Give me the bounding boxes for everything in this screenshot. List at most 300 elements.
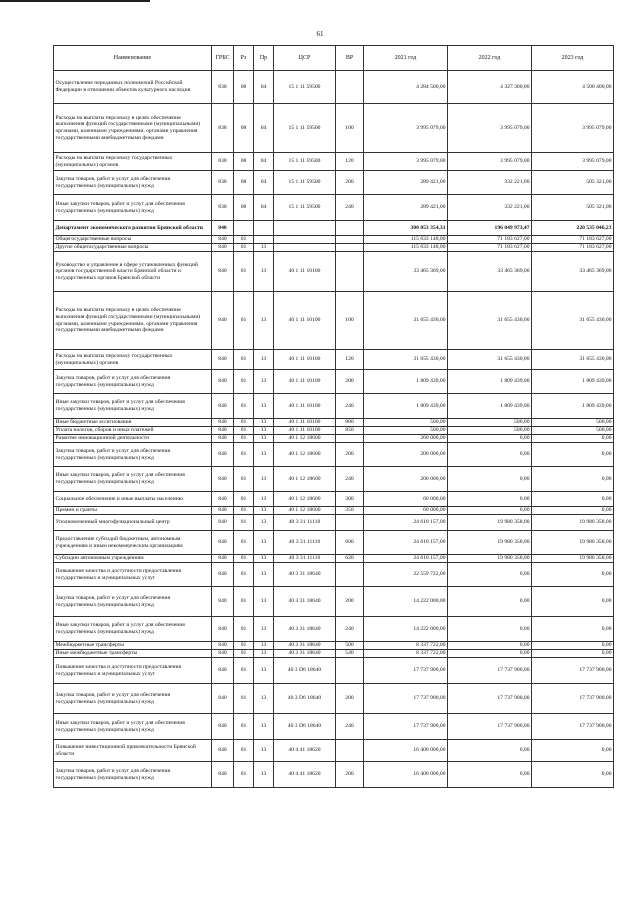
- cell-csr: 40 3 D6 18640: [274, 658, 336, 684]
- cell-2022: 0,00: [448, 642, 532, 650]
- cell-2023: 0,00: [532, 650, 614, 658]
- cell-2021: 500,00: [364, 419, 448, 427]
- cell-2021: 200 000,00: [364, 443, 448, 467]
- cell-csr: 40 3 D6 18640: [274, 714, 336, 740]
- cell-rz: 01: [234, 740, 254, 762]
- cell-name: Уполномоченный многофункциональный центр: [54, 515, 212, 531]
- cell-grbs: 840: [212, 714, 234, 740]
- cell-2022: 31 655 430,00: [448, 292, 532, 350]
- cell-vr: 240: [336, 394, 364, 419]
- cell-2023: 1 809 439,00: [532, 370, 614, 394]
- cell-rz: 01: [234, 617, 254, 642]
- cell-name: Расходы на выплаты персоналу в целях обеспечения выполнения функций государственными (муниципальными) органами, казенными учреждениями, органами управления государственными внебюджетными фондами: [54, 292, 212, 350]
- cell-2023: 17 737 900,00: [532, 658, 614, 684]
- cell-rz: 01: [234, 658, 254, 684]
- table-row: [54, 419, 614, 427]
- cell-2023: 0,00: [532, 642, 614, 650]
- cell-name: Межбюджетные трансферты: [54, 642, 212, 650]
- cell-2021: 17 737 900,00: [364, 714, 448, 740]
- cell-name: Иные бюджетные ассигнования: [54, 419, 212, 427]
- cell-csr: [274, 244, 336, 252]
- cell-2021: 115 033 148,00: [364, 236, 448, 244]
- cell-vr: [336, 740, 364, 762]
- cell-csr: [274, 221, 336, 236]
- cell-grbs: 840: [212, 762, 234, 788]
- cell-pr: [254, 221, 274, 236]
- cell-pr: 13: [254, 515, 274, 531]
- cell-name: Закупка товаров, работ и услуг для обеспечения государственных (муниципальных) нужд: [54, 171, 212, 195]
- cell-name: Общегосударственные вопросы: [54, 236, 212, 244]
- table-row: [54, 153, 614, 171]
- cell-rz: 08: [234, 195, 254, 221]
- budget-table: [53, 45, 614, 788]
- cell-2021: 24 610 157,00: [364, 531, 448, 555]
- cell-grbs: 840: [212, 419, 234, 427]
- cell-csr: 15 1 11 59500: [274, 195, 336, 221]
- cell-rz: 08: [234, 104, 254, 153]
- cell-vr: 240: [336, 714, 364, 740]
- cell-vr: [336, 221, 364, 236]
- cell-rz: 08: [234, 71, 254, 104]
- cell-2021: 17 737 900,00: [364, 658, 448, 684]
- cell-pr: 13: [254, 762, 274, 788]
- cell-csr: 40 4 41 18620: [274, 762, 336, 788]
- cell-pr: 13: [254, 252, 274, 292]
- cell-2022: 1 809 439,00: [448, 370, 532, 394]
- cell-2021: 115 033 148,00: [364, 244, 448, 252]
- cell-grbs: 840: [212, 467, 234, 492]
- cell-2021: 289 421,00: [364, 171, 448, 195]
- cell-rz: 01: [234, 515, 254, 531]
- table-row: [54, 350, 614, 370]
- cell-vr: 100: [336, 292, 364, 350]
- table-row: [54, 370, 614, 394]
- cell-2021: 3 995 079,00: [364, 104, 448, 153]
- cell-grbs: 840: [212, 492, 234, 507]
- cell-2022: 17 737 900,00: [448, 658, 532, 684]
- cell-2023: 220 535 046,23: [532, 221, 614, 236]
- table-row: [54, 236, 614, 244]
- cell-name: Иные закупки товаров, работ и услуг для обеспечения государственных (муниципальных) нужд: [54, 394, 212, 419]
- cell-2023: 17 737 900,00: [532, 714, 614, 740]
- cell-2023: 19 980 358,00: [532, 531, 614, 555]
- cell-2021: 14 222 000,00: [364, 587, 448, 617]
- cell-csr: 40 1 12 18600: [274, 507, 336, 515]
- cell-2023: 71 183 627,00: [532, 244, 614, 252]
- table-row: [54, 555, 614, 563]
- cell-name: Премии и гранты: [54, 507, 212, 515]
- cell-2023: 0,00: [532, 435, 614, 443]
- cell-name: Расходы на выплаты персоналу в целях обеспечения выполнения функций государственными (муниципальными) органами, казенными учреждениями, органами управления государственными внебюджетными фондами: [54, 104, 212, 153]
- cell-2022: 4 327 300,00: [448, 71, 532, 104]
- cell-vr: 120: [336, 153, 364, 171]
- cell-rz: 01: [234, 684, 254, 714]
- cell-2023: 4 500 400,00: [532, 71, 614, 104]
- table-row: [54, 195, 614, 221]
- cell-2023: 17 737 900,00: [532, 684, 614, 714]
- cell-2021: 4 284 500,00: [364, 71, 448, 104]
- cell-csr: 15 1 11 59500: [274, 71, 336, 104]
- cell-grbs: 840: [212, 642, 234, 650]
- cell-rz: 01: [234, 236, 254, 244]
- cell-2022: 0,00: [448, 617, 532, 642]
- cell-csr: 40 1 11 10100: [274, 350, 336, 370]
- cell-pr: 13: [254, 507, 274, 515]
- table-row: [54, 658, 614, 684]
- cell-grbs: 840: [212, 531, 234, 555]
- cell-2022: 3 995 079,00: [448, 104, 532, 153]
- cell-grbs: 840: [212, 427, 234, 435]
- cell-2021: 500,00: [364, 427, 448, 435]
- cell-2022: 500,00: [448, 419, 532, 427]
- cell-2021: 14 222 000,00: [364, 617, 448, 642]
- table-row: [54, 492, 614, 507]
- cell-pr: 13: [254, 684, 274, 714]
- cell-2023: 33 465 369,00: [532, 252, 614, 292]
- cell-grbs: 840: [212, 507, 234, 515]
- cell-2022: 0,00: [448, 435, 532, 443]
- cell-2021: 8 337 722,00: [364, 642, 448, 650]
- cell-vr: 200: [336, 684, 364, 714]
- cell-pr: 04: [254, 171, 274, 195]
- cell-name: Иные закупки товаров, работ и услуг для обеспечения государственных (муниципальных) нужд: [54, 617, 212, 642]
- col-header-vr: ВР: [336, 46, 364, 71]
- col-header-pr: Пр: [254, 46, 274, 71]
- table-row: [54, 244, 614, 252]
- cell-2023: 505 321,00: [532, 195, 614, 221]
- cell-rz: 01: [234, 244, 254, 252]
- cell-2021: 3 995 079,00: [364, 153, 448, 171]
- cell-csr: 40 1 11 10100: [274, 370, 336, 394]
- cell-grbs: 840: [212, 292, 234, 350]
- table-row: [54, 650, 614, 658]
- cell-2021: 24 610 157,00: [364, 515, 448, 531]
- cell-vr: 120: [336, 350, 364, 370]
- cell-name: Повышение качества и доступности предоставления государственных и муниципальных услуг: [54, 658, 212, 684]
- cell-2021: 8 337 722,00: [364, 650, 448, 658]
- cell-2023: 3 995 079,00: [532, 104, 614, 153]
- cell-grbs: 840: [212, 563, 234, 587]
- cell-vr: 800: [336, 419, 364, 427]
- cell-csr: 15 1 11 59500: [274, 153, 336, 171]
- cell-vr: 240: [336, 467, 364, 492]
- cell-2022: 33 465 369,00: [448, 252, 532, 292]
- cell-grbs: 840: [212, 740, 234, 762]
- table-row: [54, 443, 614, 467]
- cell-2022: 500,00: [448, 427, 532, 435]
- cell-pr: 13: [254, 467, 274, 492]
- cell-rz: 01: [234, 394, 254, 419]
- cell-csr: 40 3 31 11110: [274, 515, 336, 531]
- cell-vr: [336, 236, 364, 244]
- cell-name: Закупка товаров, работ и услуг для обеспечения государственных (муниципальных) нужд: [54, 370, 212, 394]
- cell-name: Закупка товаров, работ и услуг для обеспечения государственных (муниципальных) нужд: [54, 684, 212, 714]
- cell-grbs: 840: [212, 658, 234, 684]
- cell-vr: 200: [336, 587, 364, 617]
- cell-name: Уплата налогов, сборов и иных платежей: [54, 427, 212, 435]
- cell-csr: 40 3 31 11110: [274, 531, 336, 555]
- top-edge-line: [0, 0, 150, 2]
- cell-grbs: 840: [212, 650, 234, 658]
- cell-name: Расходы на выплаты персоналу государственных (муниципальных) органов: [54, 153, 212, 171]
- cell-grbs: 840: [212, 221, 234, 236]
- cell-name: Закупка товаров, работ и услуг для обеспечения государственных (муниципальных) нужд: [54, 762, 212, 788]
- cell-2021: 31 655 430,00: [364, 350, 448, 370]
- cell-csr: 40 1 12 18600: [274, 435, 336, 443]
- cell-vr: 350: [336, 507, 364, 515]
- cell-2022: 19 980 358,00: [448, 515, 532, 531]
- cell-2023: 0,00: [532, 467, 614, 492]
- cell-rz: 01: [234, 419, 254, 427]
- cell-rz: 01: [234, 350, 254, 370]
- cell-2023: 0,00: [532, 443, 614, 467]
- cell-2023: 500,00: [532, 427, 614, 435]
- cell-name: Субсидии автономным учреждениям: [54, 555, 212, 563]
- cell-pr: 13: [254, 350, 274, 370]
- table-row: [54, 435, 614, 443]
- table-header-row: [54, 46, 614, 71]
- cell-2021: 17 737 900,00: [364, 684, 448, 714]
- cell-pr: 13: [254, 292, 274, 350]
- cell-grbs: 840: [212, 394, 234, 419]
- cell-2022: 19 980 358,00: [448, 531, 532, 555]
- cell-grbs: 840: [212, 617, 234, 642]
- cell-grbs: 838: [212, 153, 234, 171]
- cell-vr: 200: [336, 171, 364, 195]
- cell-grbs: 840: [212, 684, 234, 714]
- cell-rz: 08: [234, 171, 254, 195]
- cell-vr: 500: [336, 642, 364, 650]
- cell-pr: 13: [254, 435, 274, 443]
- cell-2022: 0,00: [448, 762, 532, 788]
- cell-vr: [336, 515, 364, 531]
- cell-2022: 0,00: [448, 467, 532, 492]
- cell-rz: 01: [234, 252, 254, 292]
- table-row: [54, 394, 614, 419]
- cell-2021: 16 400 000,00: [364, 740, 448, 762]
- cell-2021: 60 000,00: [364, 507, 448, 515]
- cell-rz: 01: [234, 563, 254, 587]
- cell-2022: 17 737 900,00: [448, 684, 532, 714]
- cell-2022: 71 183 627,00: [448, 236, 532, 244]
- cell-2023: 71 183 627,00: [532, 236, 614, 244]
- cell-pr: 13: [254, 531, 274, 555]
- cell-grbs: 840: [212, 443, 234, 467]
- col-header-2023: 2023 год: [532, 46, 614, 71]
- cell-pr: 13: [254, 714, 274, 740]
- cell-grbs: 840: [212, 515, 234, 531]
- cell-csr: 40 1 11 10100: [274, 427, 336, 435]
- cell-name: Другие общегосударственные вопросы: [54, 244, 212, 252]
- table-row: [54, 427, 614, 435]
- cell-pr: 13: [254, 370, 274, 394]
- cell-rz: 01: [234, 507, 254, 515]
- cell-csr: 40 1 12 18600: [274, 467, 336, 492]
- cell-vr: [336, 435, 364, 443]
- cell-vr: 200: [336, 443, 364, 467]
- cell-name: Иные межбюджетные трансферты: [54, 650, 212, 658]
- table-body: [54, 71, 614, 788]
- cell-pr: 13: [254, 587, 274, 617]
- cell-pr: 13: [254, 555, 274, 563]
- cell-2021: 24 610 157,00: [364, 555, 448, 563]
- cell-2022: 0,00: [448, 492, 532, 507]
- cell-2021: 300 053 354,31: [364, 221, 448, 236]
- cell-csr: 40 1 12 18600: [274, 443, 336, 467]
- table-row: [54, 684, 614, 714]
- cell-vr: 300: [336, 492, 364, 507]
- cell-2021: 22 559 722,00: [364, 563, 448, 587]
- cell-name: Повышение качества и доступности предоставления государственных и муниципальных услуг: [54, 563, 212, 587]
- cell-name: Закупка товаров, работ и услуг для обеспечения государственных (муниципальных) нужд: [54, 587, 212, 617]
- cell-2021: 200 000,00: [364, 467, 448, 492]
- table-row: [54, 531, 614, 555]
- cell-name: Руководство и управление в сфере установленных функций органов государственной власти Брянской области и государственных органов Брянской области: [54, 252, 212, 292]
- cell-csr: 15 1 11 59500: [274, 104, 336, 153]
- cell-pr: [254, 236, 274, 244]
- cell-vr: 200: [336, 762, 364, 788]
- cell-grbs: 840: [212, 555, 234, 563]
- cell-name: Департамент экономического развития Брянской области: [54, 221, 212, 236]
- cell-vr: 240: [336, 195, 364, 221]
- cell-2022: 0,00: [448, 507, 532, 515]
- table-row: [54, 171, 614, 195]
- cell-2022: 0,00: [448, 443, 532, 467]
- table-row: [54, 292, 614, 350]
- cell-rz: 01: [234, 443, 254, 467]
- cell-pr: 04: [254, 71, 274, 104]
- col-header-csr: ЦСР: [274, 46, 336, 71]
- cell-2023: 1 809 439,00: [532, 394, 614, 419]
- cell-rz: 01: [234, 370, 254, 394]
- table-row: [54, 515, 614, 531]
- cell-rz: 01: [234, 762, 254, 788]
- page-number: 61: [316, 30, 324, 38]
- cell-rz: 01: [234, 427, 254, 435]
- cell-csr: 40 3 31 11110: [274, 555, 336, 563]
- table-row: [54, 563, 614, 587]
- cell-vr: 600: [336, 531, 364, 555]
- cell-2021: 1 809 439,00: [364, 394, 448, 419]
- cell-vr: [336, 71, 364, 104]
- cell-name: Расходы на выплаты персоналу государственных (муниципальных) органов: [54, 350, 212, 370]
- cell-pr: 13: [254, 492, 274, 507]
- cell-rz: 01: [234, 714, 254, 740]
- cell-rz: 01: [234, 650, 254, 658]
- cell-vr: 240: [336, 617, 364, 642]
- cell-grbs: 838: [212, 195, 234, 221]
- cell-name: Иные закупки товаров, работ и услуг для обеспечения государственных (муниципальных) нужд: [54, 467, 212, 492]
- cell-vr: 200: [336, 370, 364, 394]
- table-row: [54, 714, 614, 740]
- cell-grbs: 838: [212, 171, 234, 195]
- cell-2022: 3 995 079,00: [448, 153, 532, 171]
- cell-2021: 1 809 439,00: [364, 370, 448, 394]
- cell-csr: 40 3 31 18640: [274, 587, 336, 617]
- cell-2023: 505 321,00: [532, 171, 614, 195]
- cell-2022: 19 980 358,00: [448, 555, 532, 563]
- cell-vr: 100: [336, 104, 364, 153]
- cell-2022: 17 737 900,00: [448, 714, 532, 740]
- cell-vr: [336, 563, 364, 587]
- cell-csr: 40 3 31 18640: [274, 650, 336, 658]
- cell-name: Осуществление переданных полномочий Российской Федерации в отношении объектов культурного наследия: [54, 71, 212, 104]
- cell-csr: 40 3 31 18640: [274, 617, 336, 642]
- cell-rz: [234, 221, 254, 236]
- cell-pr: 13: [254, 617, 274, 642]
- cell-pr: 13: [254, 740, 274, 762]
- cell-name: Закупка товаров, работ и услуг для обеспечения государственных (муниципальных) нужд: [54, 443, 212, 467]
- cell-rz: 01: [234, 555, 254, 563]
- cell-2022: 196 049 973,47: [448, 221, 532, 236]
- cell-2023: 31 655 430,00: [532, 350, 614, 370]
- cell-2023: 0,00: [532, 507, 614, 515]
- col-header-rz: Рз: [234, 46, 254, 71]
- cell-vr: [336, 658, 364, 684]
- cell-rz: 01: [234, 531, 254, 555]
- cell-pr: 13: [254, 394, 274, 419]
- cell-grbs: 838: [212, 104, 234, 153]
- cell-grbs: 840: [212, 435, 234, 443]
- cell-csr: 40 1 11 10100: [274, 252, 336, 292]
- cell-2021: 16 400 000,00: [364, 762, 448, 788]
- cell-name: Повышение инвестиционной привлекательности Брянской области: [54, 740, 212, 762]
- cell-2023: 0,00: [532, 492, 614, 507]
- cell-grbs: 838: [212, 71, 234, 104]
- cell-rz: 01: [234, 492, 254, 507]
- table-row: [54, 507, 614, 515]
- cell-2022: 0,00: [448, 650, 532, 658]
- cell-csr: 40 3 31 18640: [274, 563, 336, 587]
- cell-csr: 40 3 D6 18640: [274, 684, 336, 714]
- cell-2023: 19 980 358,00: [532, 555, 614, 563]
- cell-pr: 13: [254, 650, 274, 658]
- cell-2023: 0,00: [532, 762, 614, 788]
- cell-rz: 01: [234, 587, 254, 617]
- col-header-grbs: ГРБС: [212, 46, 234, 71]
- cell-name: Иные закупки товаров, работ и услуг для обеспечения государственных (муниципальных) нужд: [54, 714, 212, 740]
- table-row: [54, 740, 614, 762]
- table-row: [54, 642, 614, 650]
- cell-2023: 19 980 358,00: [532, 515, 614, 531]
- cell-pr: 13: [254, 419, 274, 427]
- cell-grbs: 840: [212, 370, 234, 394]
- table-row: [54, 467, 614, 492]
- cell-rz: 01: [234, 642, 254, 650]
- cell-pr: 13: [254, 244, 274, 252]
- table-row: [54, 104, 614, 153]
- cell-grbs: 840: [212, 350, 234, 370]
- cell-vr: 850: [336, 427, 364, 435]
- cell-2022: 0,00: [448, 563, 532, 587]
- col-header-2022: 2022 год: [448, 46, 532, 71]
- cell-2023: 31 655 430,00: [532, 292, 614, 350]
- cell-pr: 04: [254, 195, 274, 221]
- cell-grbs: 840: [212, 236, 234, 244]
- cell-pr: 13: [254, 642, 274, 650]
- cell-pr: 13: [254, 443, 274, 467]
- cell-csr: 40 1 11 10100: [274, 292, 336, 350]
- cell-pr: 04: [254, 153, 274, 171]
- cell-pr: 13: [254, 427, 274, 435]
- cell-vr: 540: [336, 650, 364, 658]
- cell-2021: 31 655 430,00: [364, 292, 448, 350]
- cell-grbs: 840: [212, 587, 234, 617]
- cell-2021: 289 421,00: [364, 195, 448, 221]
- cell-2023: 0,00: [532, 563, 614, 587]
- cell-2022: 0,00: [448, 587, 532, 617]
- table-row: [54, 762, 614, 788]
